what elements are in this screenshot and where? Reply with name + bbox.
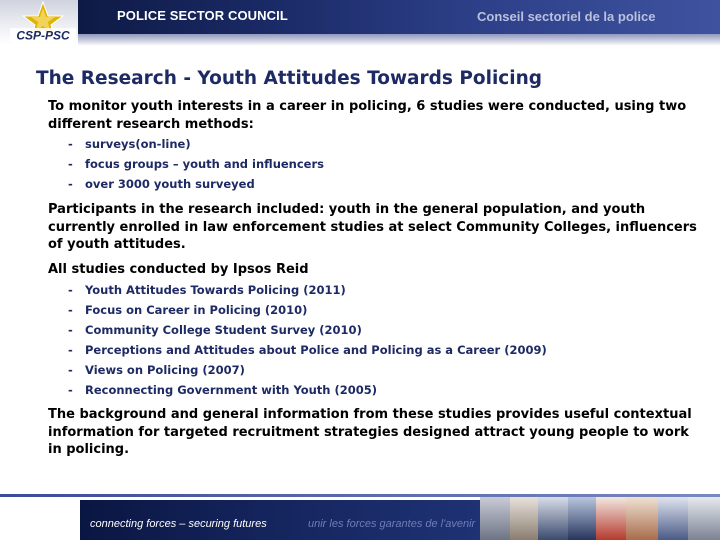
photo-tile [538, 497, 568, 540]
footer-tagline-fr: unir les forces garantes de l'avenir [308, 518, 476, 530]
studies-list [68, 280, 547, 400]
studies-heading: All studies conducted by Ipsos Reid [48, 262, 309, 277]
footer-tagline-en: connecting forces – securing futures [90, 518, 267, 530]
list-item: - Community College Student Survey (2010) [68, 323, 362, 337]
photo-tile [688, 497, 720, 540]
photo-tile [626, 497, 658, 540]
header-left-title: POLICE SECTOR COUNCIL [117, 8, 288, 23]
photo-tile [480, 497, 510, 540]
methods-list [68, 134, 324, 194]
footer-photo-collage [480, 497, 720, 540]
photo-tile [510, 497, 538, 540]
header-right-title: Conseil sectoriel de la police [477, 9, 656, 24]
list-item: - over 3000 youth surveyed [68, 177, 255, 191]
list-item: - Youth Attitudes Towards Policing (2011) [68, 283, 346, 297]
photo-tile [658, 497, 688, 540]
slide-title: The Research - Youth Attitudes Towards Policing [36, 68, 543, 89]
logo-text: CSP-PSC [16, 28, 70, 43]
intro-paragraph: To monitor youth interests in a career in policing, 6 studies were conducted, using two different research methods: [48, 99, 687, 132]
list-item: - surveys(on-line) [68, 137, 191, 151]
photo-tile [596, 497, 626, 540]
photo-tile [568, 497, 596, 540]
conclusion-paragraph: The background and general information from these studies provides useful contextual information for targeted recruitment strategies designed attract young people to work in policing. [48, 407, 692, 457]
list-item: - Perceptions and Attitudes about Police and Policing as a Career (2009) [68, 343, 547, 357]
list-item: - Reconnecting Government with Youth (2005) [68, 383, 378, 397]
list-item: - Focus on Career in Policing (2010) [68, 303, 308, 317]
list-item: - focus groups – youth and influencers [68, 157, 324, 171]
list-item: - Views on Policing (2007) [68, 363, 245, 377]
participants-paragraph: Participants in the research included: youth in the general population, and youth currently enrolled in law enforcement studies at select Community Colleges, influencers of youth attitudes. [48, 202, 697, 252]
csp-psc-logo [6, 0, 80, 48]
